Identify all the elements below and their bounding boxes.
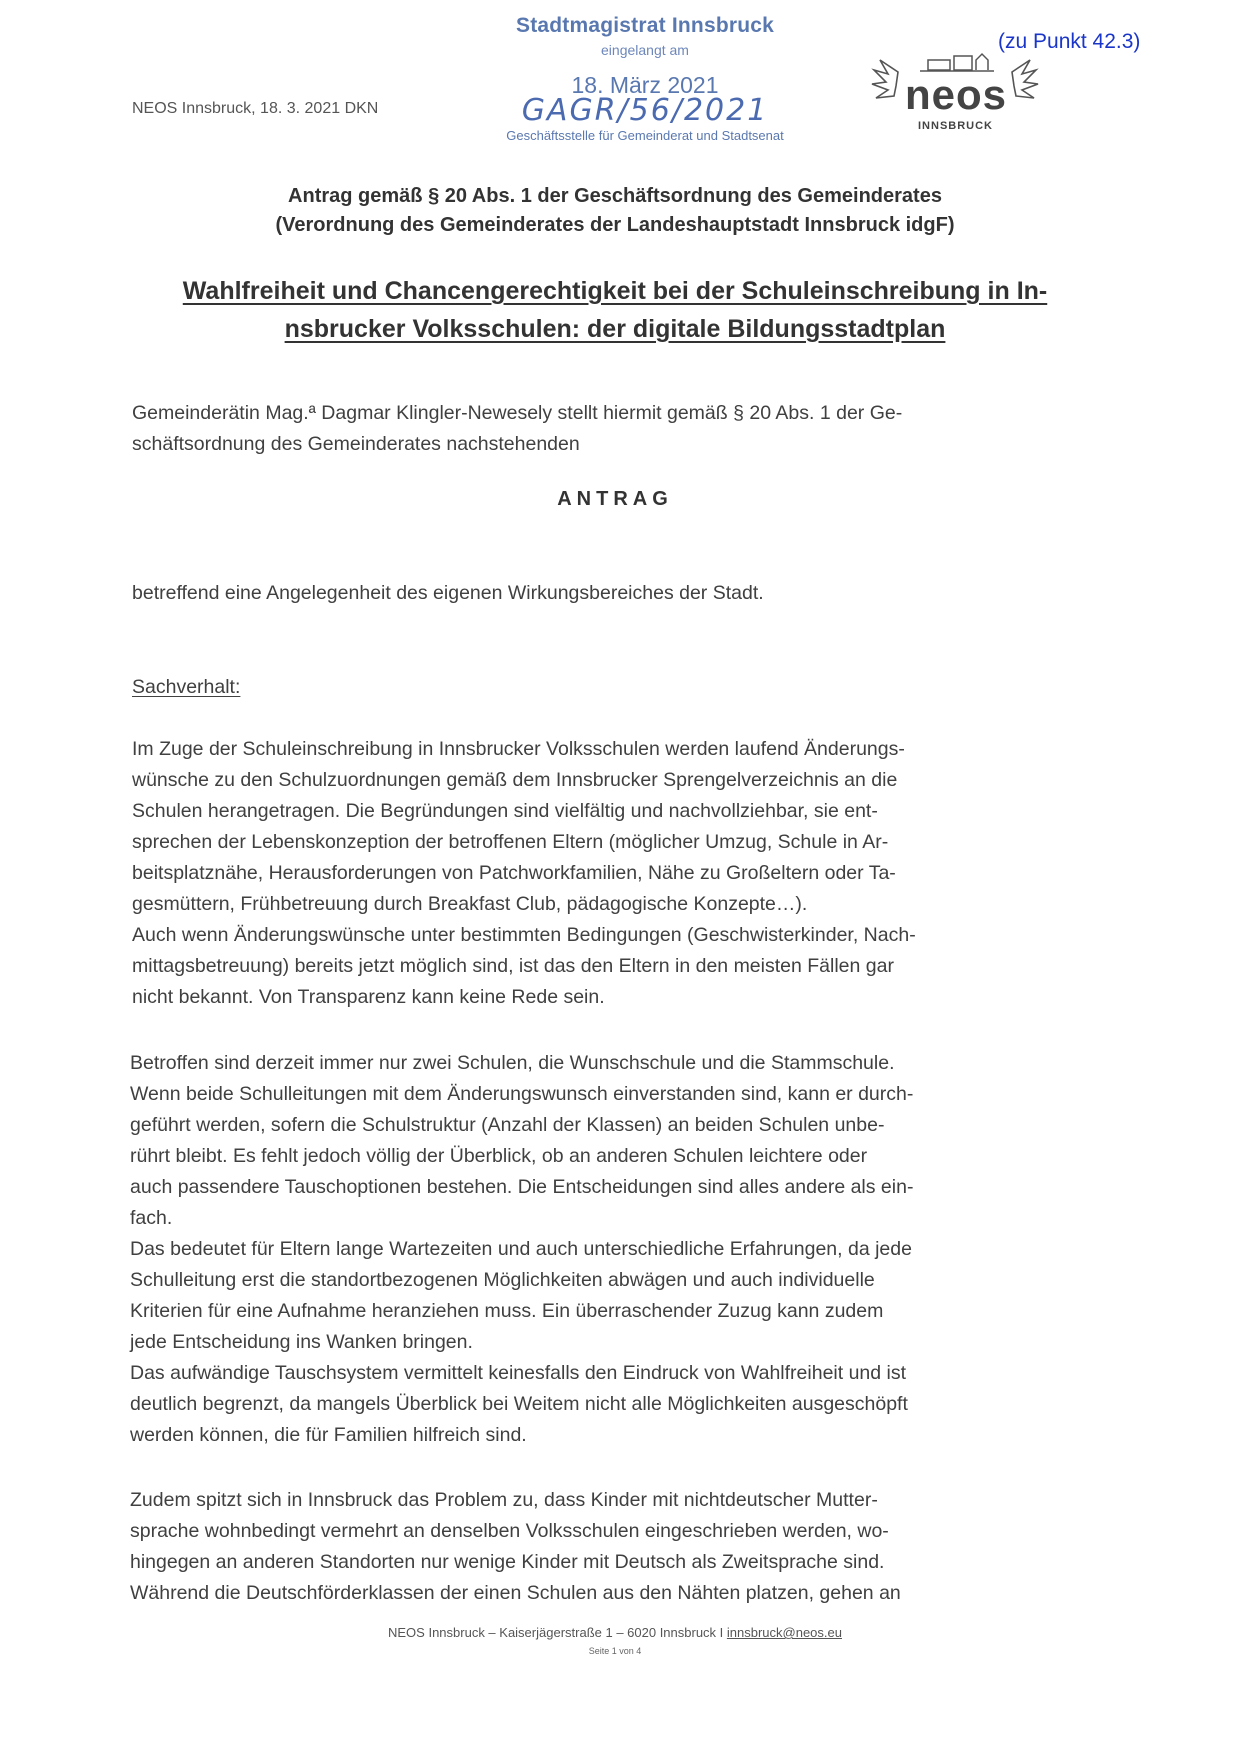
title-line-2: nsbrucker Volksschulen: der digitale Bildungsstadtplan [284, 315, 946, 343]
footer-email-link[interactable]: innsbruck@neos.eu [726, 1625, 842, 1640]
sender-date-line: NEOS Innsbruck, 18. 3. 2021 DKN [132, 100, 379, 117]
sachverhalt-heading: Sachverhalt: [132, 676, 241, 698]
footer-address: NEOS Innsbruck – Kaiserjägerstraße 1 – 6020 Innsbruck I [388, 1625, 727, 1640]
text-line: nicht bekannt. Von Transparenz kann keine Rede sein. [132, 986, 605, 1008]
text-line: Kriterien für eine Aufnahme heranziehen muss. Ein überraschender Zuzug kann zudem [130, 1300, 884, 1322]
agenda-reference-text: (zu Punkt 42.3) [998, 30, 1141, 53]
received-stamp [470, 14, 820, 143]
text-line: gesmüttern, Frühbetreuung durch Breakfast Club, pädagogische Konzepte…). [132, 893, 808, 915]
text-line: Während die Deutschförderklassen der einen Schulen aus den Nähten platzen, gehen an [130, 1582, 901, 1604]
text-line: Betroffen sind derzeit immer nur zwei Schulen, die Wunschschule und die Stammschule. [130, 1052, 895, 1074]
text-line: sprache wohnbedingt vermehrt an denselben Volksschulen eingeschrieben werden, wo- [130, 1520, 889, 1542]
text-line: Wenn beide Schulleitungen mit dem Änderungswunsch einverstanden sind, kann er durch- [130, 1083, 914, 1105]
text-line: Zudem spitzt sich in Innsbruck das Problem zu, dass Kinder mit nichtdeutscher Mutter- [130, 1489, 878, 1511]
stamp-file-number: GAGR/56/2021 [521, 93, 769, 128]
paragraph-2 [130, 1048, 1080, 1451]
page-footer [150, 1625, 1080, 1640]
subject-line: betreffend eine Angelegenheit des eigenen Wirkungsbereiches der Stadt. [132, 582, 764, 604]
text-line: fach. [130, 1207, 173, 1229]
text-line: wünsche zu den Schulzuordnungen gemäß dem Innsbrucker Sprengelverzeichnis an die [132, 769, 898, 791]
title-line-1: Wahlfreiheit und Chancengerechtigkeit bei der Schuleinschreibung in In- [182, 277, 1048, 305]
text-line: deutlich begrenzt, da mangels Überblick bei Weitem nicht alle Möglichkeiten ausgeschöpft [130, 1393, 908, 1415]
text-line: rührt bleibt. Es fehlt jedoch völlig der Überblick, ob an anderen Schulen leichtere oder [130, 1145, 868, 1167]
stamp-office: Geschäftsstelle für Gemeinderat und Stadtsenat [506, 128, 784, 143]
text-line: sprechen der Lebenskonzeption der betroffenen Eltern (möglicher Umzug, Schule in Ar- [132, 831, 889, 853]
neos-logo [870, 52, 1040, 134]
text-line: beitsplatznähe, Herausforderungen von Patchworkfamilien, Nähe zu Großeltern oder Ta- [132, 862, 896, 884]
legal-basis-line-2: (Verordnung des Gemeinderates der Landeshauptstadt Innsbruck idgF) [275, 214, 955, 236]
agenda-reference [998, 30, 1140, 54]
paragraph-3 [130, 1485, 1080, 1609]
text-line: werden können, die für Familien hilfreich sind. [130, 1424, 527, 1446]
text-line: geführt werden, sofern die Schulstruktur (Anzahl der Klassen) an beiden Schulen unbe- [130, 1114, 885, 1136]
logo-wordmark: neos [905, 71, 1008, 118]
text-line: Das aufwändige Tauschsystem vermittelt keinesfalls den Eindruck von Wahlfreiheit und ist [130, 1362, 907, 1384]
text-line: mittagsbetreuung) bereits jetzt möglich sind, ist das den Eltern in den meisten Fällen gar [132, 955, 894, 977]
page-number: Seite 1 von 4 [588, 1646, 642, 1656]
stamp-authority: Stadtmagistrat Innsbruck [515, 14, 775, 37]
text-line: Schulleitung erst die standortbezogenen Möglichkeiten abwägen und auch individuelle [130, 1269, 875, 1291]
text-line: Auch wenn Änderungswünsche unter bestimmten Bedingungen (Geschwisterkinder, Nach- [132, 924, 916, 946]
document-title [120, 272, 1110, 348]
text-line: hingegen an anderen Standorten nur wenige Kinder mit Deutsch als Zweitsprache sind. [130, 1551, 885, 1573]
stamp-received-label: eingelangt am [601, 42, 689, 58]
legal-basis-heading [130, 182, 1100, 240]
intro-paragraph [132, 398, 1052, 460]
text-line: Das bedeutet für Eltern lange Wartezeiten und auch unterschiedliche Erfahrungen, da jede [130, 1238, 912, 1260]
paragraph-1 [132, 734, 1082, 1013]
stamp-date: 18. März 2021 [571, 72, 719, 98]
text-line: auch passendere Tauschoptionen bestehen. Die Entscheidungen sind alles andere als ein- [130, 1176, 914, 1198]
text-line: Im Zuge der Schuleinschreibung in Innsbrucker Volksschulen werden laufend Änderungs- [132, 738, 905, 760]
text-line: jede Entscheidung ins Wanken bringen. [130, 1331, 473, 1353]
legal-basis-line-1: Antrag gemäß § 20 Abs. 1 der Geschäftsordnung des Gemeinderates [288, 185, 942, 207]
intro-line-2: schäftsordnung des Gemeinderates nachstehenden [132, 433, 580, 455]
antrag-heading: ANTRAG [557, 488, 673, 510]
intro-line-1: Gemeinderätin Mag.ª Dagmar Klingler-Newesely stellt hiermit gemäß § 20 Abs. 1 der Ge- [132, 402, 903, 424]
text-line: Schulen herangetragen. Die Begründungen sind vielfältig und nachvollziehbar, sie ent- [132, 800, 878, 822]
logo-city: INNSBRUCK [918, 120, 993, 132]
